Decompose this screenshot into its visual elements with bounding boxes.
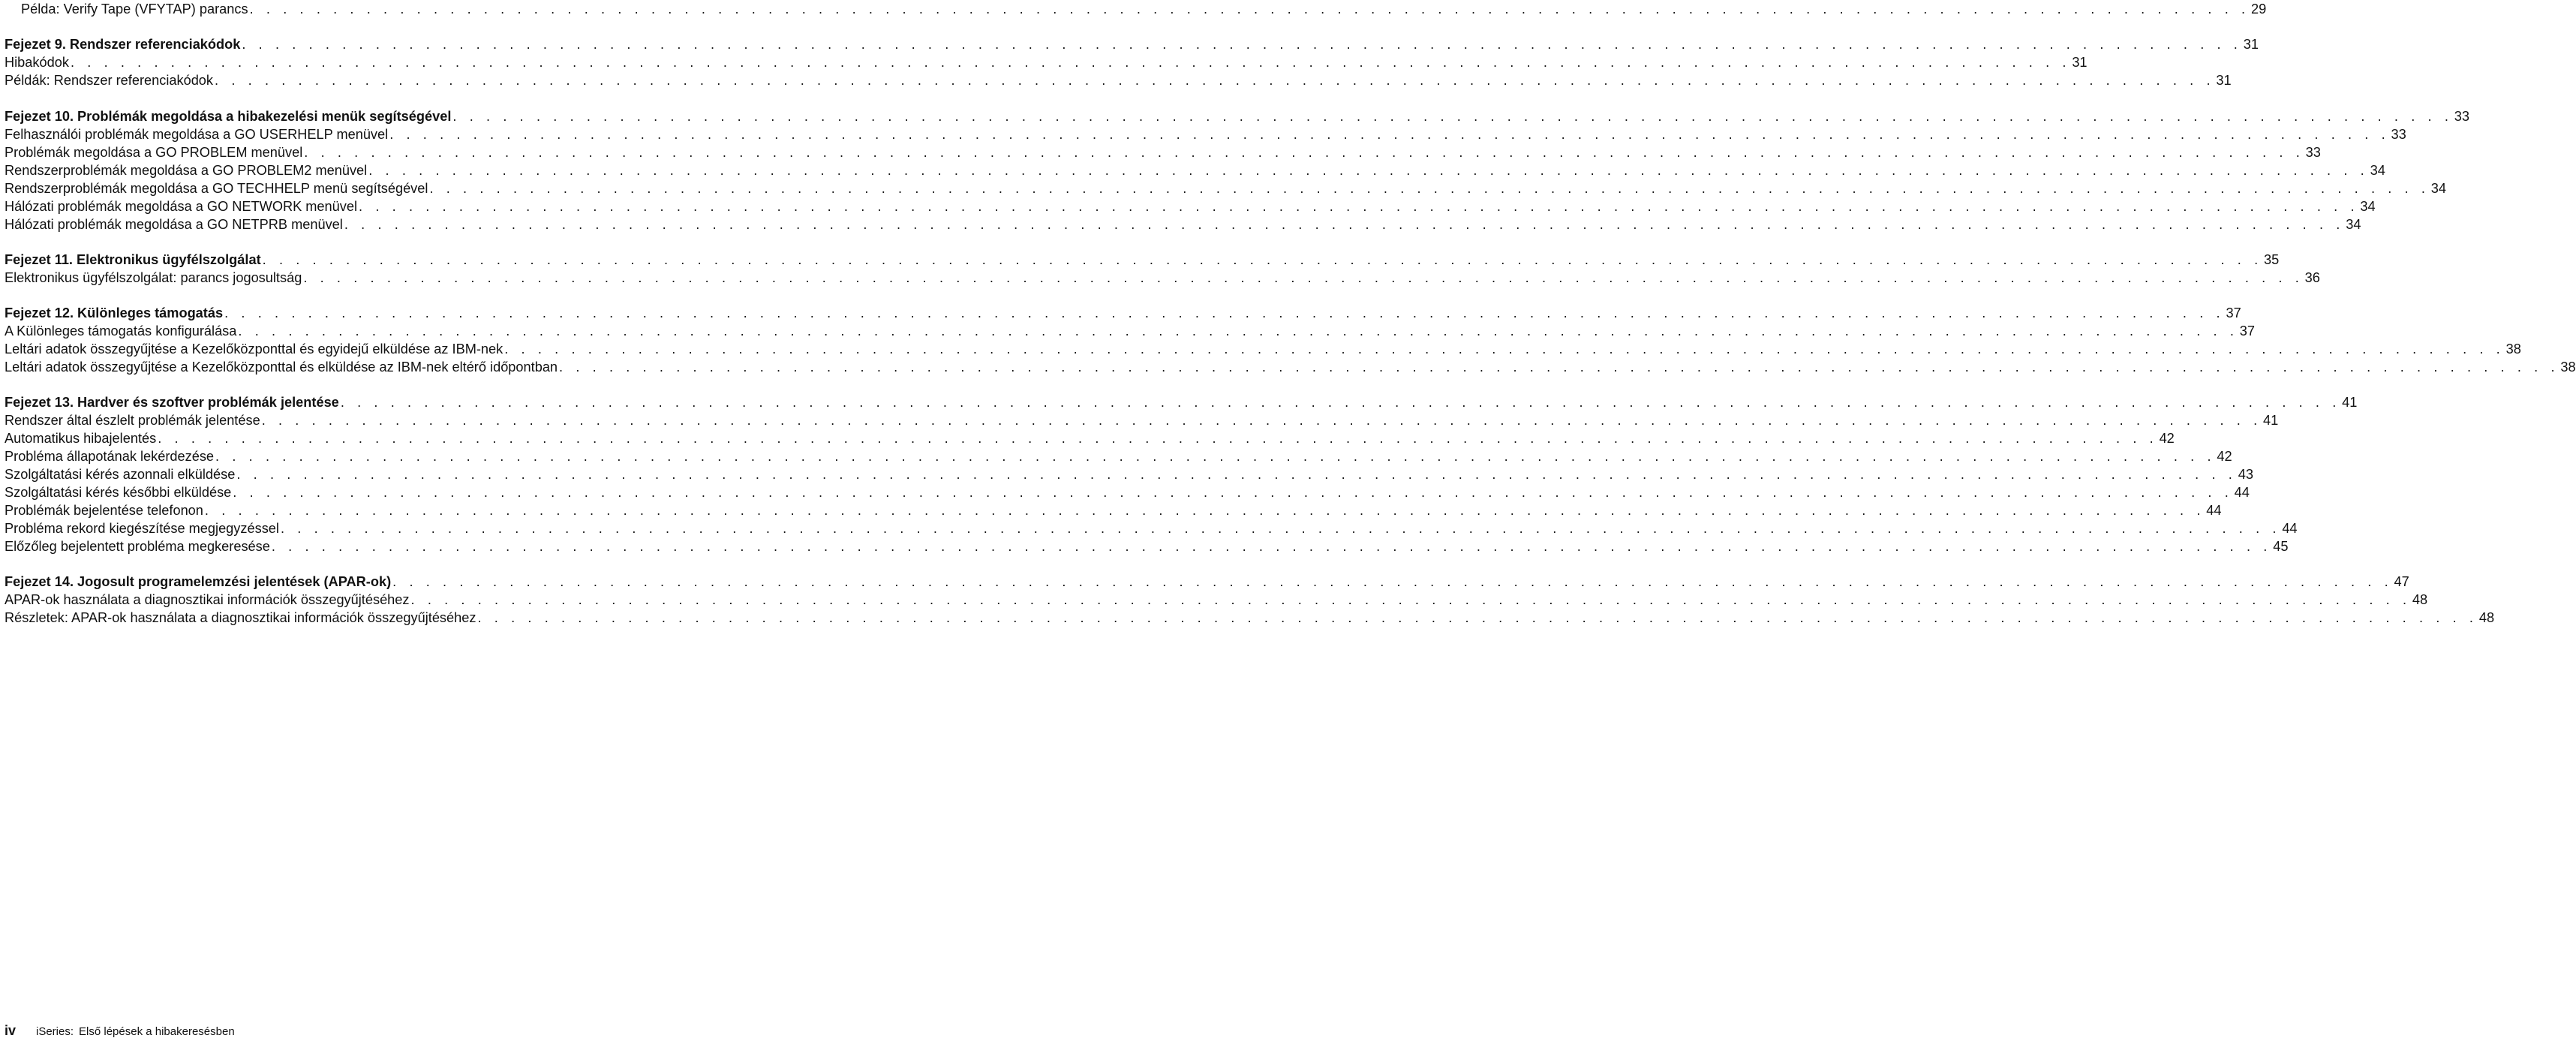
toc-entry-page-number: 43 <box>2238 467 2253 482</box>
toc-dot-leader: . . . . . . . . . . . . . . . . . . . . . . . . . . . . . . . . . . . . . . . . . . . . . . . . . . . . . . . . . . . . . . . . . . . . . . . . . . . . . . . . . . . . . . . . . . . . . . . . . . . . . . . . . . . . . . . . . . . . . . . . <box>340 395 2341 410</box>
toc-entry-title: Előzőleg bejelentett probléma megkeresése <box>5 539 270 554</box>
toc-entry-title: Szolgáltatási kérés későbbi elküldése <box>5 485 232 500</box>
toc-entry-title: A Különleges támogatás konfigurálása <box>5 323 237 338</box>
toc-chapter-entry[interactable] <box>5 573 2409 591</box>
toc-dot-leader: . . . . . . . . . . . . . . . . . . . . . . . . . . . . . . . . . . . . . . . . . . . . . . . . . . . . . . . . . . . . . . . . . . . . . . . . . . . . . . . . . . . . . . . . . . . . . . . . . . . . . . . . . . . . . . . . . . . . . . . . <box>477 610 2478 625</box>
toc-entry-page-number: 44 <box>2206 503 2222 518</box>
toc-entry[interactable] <box>5 537 2289 555</box>
toc-entry-title: Hibakódok <box>5 55 69 70</box>
toc-entry-page-number: 34 <box>2430 181 2447 196</box>
toc-entry[interactable] <box>5 465 2253 483</box>
toc-entry-title: Részletek: APAR-ok használata a diagnosztikai információk összegyűjtéséhez <box>5 610 476 625</box>
toc-entry[interactable] <box>5 197 2376 215</box>
toc-entry[interactable] <box>5 591 2428 609</box>
toc-entry-title: Fejezet 12. Különleges támogatás <box>5 305 224 320</box>
toc-dot-leader: . . . . . . . . . . . . . . . . . . . . . . . . . . . . . . . . . . . . . . . . . . . . . . . . . . . . . . . . . . . . . . . . . . . . . . . . . . . . . . . . . . . . . . . . . . . . . . . . . . . . . . . . . . . . . . . . . . . . . . . . <box>559 360 2559 375</box>
toc-entry-title: Fejezet 11. Elektronikus ügyfélszolgálat <box>5 252 261 267</box>
toc-chapter-entry[interactable] <box>5 393 2358 411</box>
toc-entry[interactable] <box>5 358 2576 376</box>
footer-series-name: iSeries: <box>36 1025 74 1038</box>
toc-entry-page-number: 44 <box>2234 485 2250 500</box>
toc-dot-leader: . . . . . . . . . . . . . . . . . . . . . . . . . . . . . . . . . . . . . . . . . . . . . . . . . . . . . . . . . . . . . . . . . . . . . . . . . . . . . . . . . . . . . . . . . . . . . . . . . . . . . . . . . . . . . . . . . . . . . . . . <box>242 37 2242 52</box>
toc-entry-page-number: 33 <box>2454 109 2470 124</box>
toc-entry[interactable] <box>5 501 2222 519</box>
toc-entry-page-number: 42 <box>2217 449 2232 464</box>
toc-dot-leader: . . . . . . . . . . . . . . . . . . . . . . . . . . . . . . . . . . . . . . . . . . . . . . . . . . . . . . . . . . . . . . . . . . . . . . . . . . . . . . . . . . . . . . . . . . . . . . . . . . . . . . . . . . . . . . . . . . . . . . . . <box>429 181 2430 196</box>
toc-entry-page-number: 37 <box>2226 305 2241 320</box>
toc-chapter-entry[interactable] <box>5 107 2470 125</box>
toc-entry[interactable] <box>5 161 2385 179</box>
toc-entry[interactable] <box>5 53 2088 71</box>
toc-dot-leader: . . . . . . . . . . . . . . . . . . . . . . . . . . . . . . . . . . . . . . . . . . . . . . . . . . . . . . . . . . . . . . . . . . . . . . . . . . . . . . . . . . . . . . . . . . . . . . . . . . . . . . . . . . . . . . . . . . . . . . . . <box>271 539 2272 554</box>
toc-dot-leader: . . . . . . . . . . . . . . . . . . . . . . . . . . . . . . . . . . . . . . . . . . . . . . . . . . . . . . . . . . . . . . . . . . . . . . . . . . . . . . . . . . . . . . . . . . . . . . . . . . . . . . . . . . . . . . . . . . . . . . . . <box>224 305 2225 320</box>
toc-entry-title: APAR-ok használata a diagnosztikai információk összegyűjtéséhez <box>5 592 410 607</box>
toc-entry[interactable] <box>5 483 2250 501</box>
toc-entry-page-number: 29 <box>2250 2 2267 17</box>
toc-entry[interactable] <box>5 340 2521 358</box>
toc-entry-title: Rendszer által észlelt problémák jelentése <box>5 413 260 428</box>
toc-entry-page-number: 36 <box>2304 270 2320 285</box>
toc-dot-leader: . . . . . . . . . . . . . . . . . . . . . . . . . . . . . . . . . . . . . . . . . . . . . . . . . . . . . . . . . . . . . . . . . . . . . . . . . . . . . . . . . . . . . . . . . . . . . . . . . . . . . . . . . . . . . . . . . . . . . . . . <box>262 252 2263 267</box>
toc-entry[interactable] <box>5 179 2447 197</box>
toc-entry-page-number: 35 <box>2264 252 2280 267</box>
toc-entry-title: Leltári adatok összegyűjtése a Kezelőközponttal és egyidejű elküldése az IBM-nek <box>5 341 503 357</box>
toc-entry-page-number: 34 <box>2360 199 2376 214</box>
toc-dot-leader: . . . . . . . . . . . . . . . . . . . . . . . . . . . . . . . . . . . . . . . . . . . . . . . . . . . . . . . . . . . . . . . . . . . . . . . . . . . . . . . . . . . . . . . . . . . . . . . . . . . . . . . . . . . . . . . . . . . . . . . . <box>303 270 2304 285</box>
toc-entry[interactable] <box>5 322 2255 340</box>
toc-entry-title: Elektronikus ügyfélszolgálat: parancs jogosultság <box>5 270 302 285</box>
toc-entry[interactable] <box>5 269 2320 287</box>
toc-entry[interactable] <box>5 519 2298 537</box>
toc-entry[interactable] <box>5 143 2321 161</box>
toc-chapter-entry[interactable] <box>5 304 2241 322</box>
toc-entry-title: Probléma rekord kiegészítése megjegyzéssel <box>5 521 279 536</box>
toc-entry-page-number: 33 <box>2391 127 2406 142</box>
toc-dot-leader: . . . . . . . . . . . . . . . . . . . . . . . . . . . . . . . . . . . . . . . . . . . . . . . . . . . . . . . . . . . . . . . . . . . . . . . . . . . . . . . . . . . . . . . . . . . . . . . . . . . . . . . . . . . . . . . . . . . . . . . . <box>236 467 2237 482</box>
toc-entry-title: Fejezet 14. Jogosult programelemzési jelentések (APAR-ok) <box>5 574 392 589</box>
toc-entry-title: Probléma állapotának lekérdezése <box>5 449 215 464</box>
toc-dot-leader: . . . . . . . . . . . . . . . . . . . . . . . . . . . . . . . . . . . . . . . . . . . . . . . . . . . . . . . . . . . . . . . . . . . . . . . . . . . . . . . . . . . . . . . . . . . . . . . . . . . . . . . . . . . . . . . . . . . . . . . . <box>392 574 2393 589</box>
toc-dot-leader: . . . . . . . . . . . . . . . . . . . . . . . . . . . . . . . . . . . . . . . . . . . . . . . . . . . . . . . . . . . . . . . . . . . . . . . . . . . . . . . . . . . . . . . . . . . . . . . . . . . . . . . . . . . . . . . . . . . . . . . . <box>368 163 2369 178</box>
toc-entry-page-number: 31 <box>2216 73 2232 88</box>
footer-book-title: Első lépések a hibakeresésben <box>79 1025 235 1038</box>
toc-dot-leader: . . . . . . . . . . . . . . . . . . . . . . . . . . . . . . . . . . . . . . . . . . . . . . . . . . . . . . . . . . . . . . . . . . . . . . . . . . . . . . . . . . . . . . . . . . . . . . . . . . . . . . . . . . . . . . . . . . . . . . . . <box>204 503 2205 518</box>
toc-entry[interactable] <box>5 429 2175 447</box>
toc-entry-page-number: 44 <box>2282 521 2298 536</box>
toc-dot-leader: . . . . . . . . . . . . . . . . . . . . . . . . . . . . . . . . . . . . . . . . . . . . . . . . . . . . . . . . . . . . . . . . . . . . . . . . . . . . . . . . . . . . . . . . . . . . . . . . . . . . . . . . . . . . . . . . . . . . . . . . <box>215 449 2216 464</box>
toc-dot-leader: . . . . . . . . . . . . . . . . . . . . . . . . . . . . . . . . . . . . . . . . . . . . . . . . . . . . . . . . . . . . . . . . . . . . . . . . . . . . . . . . . . . . . . . . . . . . . . . . . . . . . . . . . . . . . . . . . . . . . . . . <box>344 217 2345 232</box>
toc-dot-leader: . . . . . . . . . . . . . . . . . . . . . . . . . . . . . . . . . . . . . . . . . . . . . . . . . . . . . . . . . . . . . . . . . . . . . . . . . . . . . . . . . . . . . . . . . . . . . . . . . . . . . . . . . . . . . . . . . . . . . . . . <box>504 341 2505 357</box>
toc-entry-page-number: 34 <box>2370 163 2385 178</box>
toc-entry[interactable] <box>5 215 2361 233</box>
toc-chapter-entry[interactable] <box>5 251 2280 269</box>
toc-entry-page-number: 31 <box>2072 55 2088 70</box>
toc-entry-page-number: 41 <box>2342 395 2358 410</box>
toc-dot-leader: . . . . . . . . . . . . . . . . . . . . . . . . . . . . . . . . . . . . . . . . . . . . . . . . . . . . . . . . . . . . . . . . . . . . . . . . . . . . . . . . . . . . . . . . . . . . . . . . . . . . . . . . . . . . . . . . . . . . . . . . <box>158 431 2158 446</box>
toc-entry-page-number: 48 <box>2412 592 2428 607</box>
toc-dot-leader: . . . . . . . . . . . . . . . . . . . . . . . . . . . . . . . . . . . . . . . . . . . . . . . . . . . . . . . . . . . . . . . . . . . . . . . . . . . . . . . . . . . . . . . . . . . . . . . . . . . . . . . . . . . . . . . . . . . . . . . . <box>280 521 2281 536</box>
toc-entry[interactable] <box>21 0 2267 18</box>
toc-entry-title: Automatikus hibajelentés <box>5 431 157 446</box>
toc-dot-leader: . . . . . . . . . . . . . . . . . . . . . . . . . . . . . . . . . . . . . . . . . . . . . . . . . . . . . . . . . . . . . . . . . . . . . . . . . . . . . . . . . . . . . . . . . . . . . . . . . . . . . . . . . . . . . . . . . . . . . . . . <box>261 413 2262 428</box>
toc-entry-page-number: 38 <box>2505 341 2521 357</box>
toc-entry-title: Leltári adatok összegyűjtése a Kezelőközponttal és elküldése az IBM-nek eltérő időpontban <box>5 360 558 375</box>
toc-entry-title: Rendszerproblémák megoldása a GO PROBLEM2 menüvel <box>5 163 368 178</box>
toc-dot-leader: . . . . . . . . . . . . . . . . . . . . . . . . . . . . . . . . . . . . . . . . . . . . . . . . . . . . . . . . . . . . . . . . . . . . . . . . . . . . . . . . . . . . . . . . . . . . . . . . . . . . . . . . . . . . . . . . . . . . . . . . <box>238 323 2238 338</box>
toc-entry-page-number: 31 <box>2243 37 2259 52</box>
toc-entry-page-number: 41 <box>2263 413 2279 428</box>
toc-entry-page-number: 38 <box>2560 360 2576 375</box>
toc-entry[interactable] <box>5 71 2232 89</box>
toc-dot-leader: . . . . . . . . . . . . . . . . . . . . . . . . . . . . . . . . . . . . . . . . . . . . . . . . . . . . . . . . . . . . . . . . . . . . . . . . . . . . . . . . . . . . . . . . . . . . . . . . . . . . . . . . . . . . . . . . . . . . . . . . <box>389 127 2390 142</box>
toc-entry-page-number: 37 <box>2239 323 2255 338</box>
toc-entry-title: Szolgáltatási kérés azonnali elküldése <box>5 467 236 482</box>
toc-entry-page-number: 45 <box>2273 539 2289 554</box>
toc-entry-title: Fejezet 13. Hardver és szoftver problémák jelentése <box>5 395 339 410</box>
toc-entry[interactable] <box>5 411 2279 429</box>
toc-entry-page-number: 33 <box>2305 145 2321 160</box>
toc-entry-title: Példák: Rendszer referenciakódok <box>5 73 214 88</box>
toc-entry-title: Rendszerproblémák megoldása a GO TECHHELP menü segítségével <box>5 181 428 196</box>
toc-chapter-entry[interactable] <box>5 35 2259 53</box>
toc-dot-leader: . . . . . . . . . . . . . . . . . . . . . . . . . . . . . . . . . . . . . . . . . . . . . . . . . . . . . . . . . . . . . . . . . . . . . . . . . . . . . . . . . . . . . . . . . . . . . . . . . . . . . . . . . . . . . . . . . . . . . . . . <box>304 145 2304 160</box>
toc-dot-leader: . . . . . . . . . . . . . . . . . . . . . . . . . . . . . . . . . . . . . . . . . . . . . . . . . . . . . . . . . . . . . . . . . . . . . . . . . . . . . . . . . . . . . . . . . . . . . . . . . . . . . . . . . . . . . . . . . . . . . . . . <box>233 485 2233 500</box>
toc-dot-leader: . . . . . . . . . . . . . . . . . . . . . . . . . . . . . . . . . . . . . . . . . . . . . . . . . . . . . . . . . . . . . . . . . . . . . . . . . . . . . . . . . . . . . . . . . . . . . . . . . . . . . . . . . . . . . . . . . . . . . . . . <box>249 2 2250 17</box>
toc-dot-leader: . . . . . . . . . . . . . . . . . . . . . . . . . . . . . . . . . . . . . . . . . . . . . . . . . . . . . . . . . . . . . . . . . . . . . . . . . . . . . . . . . . . . . . . . . . . . . . . . . . . . . . . . . . . . . . . . . . . . . . . . <box>410 592 2412 607</box>
toc-dot-leader: . . . . . . . . . . . . . . . . . . . . . . . . . . . . . . . . . . . . . . . . . . . . . . . . . . . . . . . . . . . . . . . . . . . . . . . . . . . . . . . . . . . . . . . . . . . . . . . . . . . . . . . . . . . . . . . . . . . . . . . . <box>452 109 2454 124</box>
footer-page-number: iv <box>5 1023 17 1038</box>
toc-entry-page-number: 34 <box>2346 217 2361 232</box>
toc-entry[interactable] <box>5 125 2406 143</box>
toc-entry-title: Felhasználói problémák megoldása a GO USERHELP menüvel <box>5 127 389 142</box>
toc-entry-title: Hálózati problémák megoldása a GO NETPRB menüvel <box>5 217 343 232</box>
toc-entry-title: Hálózati problémák megoldása a GO NETWORK menüvel <box>5 199 358 214</box>
toc-entry[interactable] <box>5 609 2495 627</box>
toc-entry-page-number: 48 <box>2478 610 2495 625</box>
toc-entry-title: Problémák bejelentése telefonon <box>5 503 203 518</box>
page-footer <box>5 1021 235 1039</box>
toc-dot-leader: . . . . . . . . . . . . . . . . . . . . . . . . . . . . . . . . . . . . . . . . . . . . . . . . . . . . . . . . . . . . . . . . . . . . . . . . . . . . . . . . . . . . . . . . . . . . . . . . . . . . . . . . . . . . . . . . . . . . . . . . <box>70 55 2071 70</box>
toc-entry-page-number: 42 <box>2159 431 2175 446</box>
toc-entry-title: Példa: Verify Tape (VFYTAP) parancs <box>21 2 248 17</box>
toc-dot-leader: . . . . . . . . . . . . . . . . . . . . . . . . . . . . . . . . . . . . . . . . . . . . . . . . . . . . . . . . . . . . . . . . . . . . . . . . . . . . . . . . . . . . . . . . . . . . . . . . . . . . . . . . . . . . . . . . . . . . . . . . <box>215 73 2215 88</box>
toc-entry-page-number: 47 <box>2394 574 2409 589</box>
toc-entry-title: Fejezet 9. Rendszer referenciakódok <box>5 37 241 52</box>
toc-entry[interactable] <box>5 447 2232 465</box>
toc-dot-leader: . . . . . . . . . . . . . . . . . . . . . . . . . . . . . . . . . . . . . . . . . . . . . . . . . . . . . . . . . . . . . . . . . . . . . . . . . . . . . . . . . . . . . . . . . . . . . . . . . . . . . . . . . . . . . . . . . . . . . . . . <box>359 199 2359 214</box>
toc-entry-title: Problémák megoldása a GO PROBLEM menüvel <box>5 145 303 160</box>
toc-entry-title: Fejezet 10. Problémák megoldása a hibakezelési menük segítségével <box>5 109 452 124</box>
